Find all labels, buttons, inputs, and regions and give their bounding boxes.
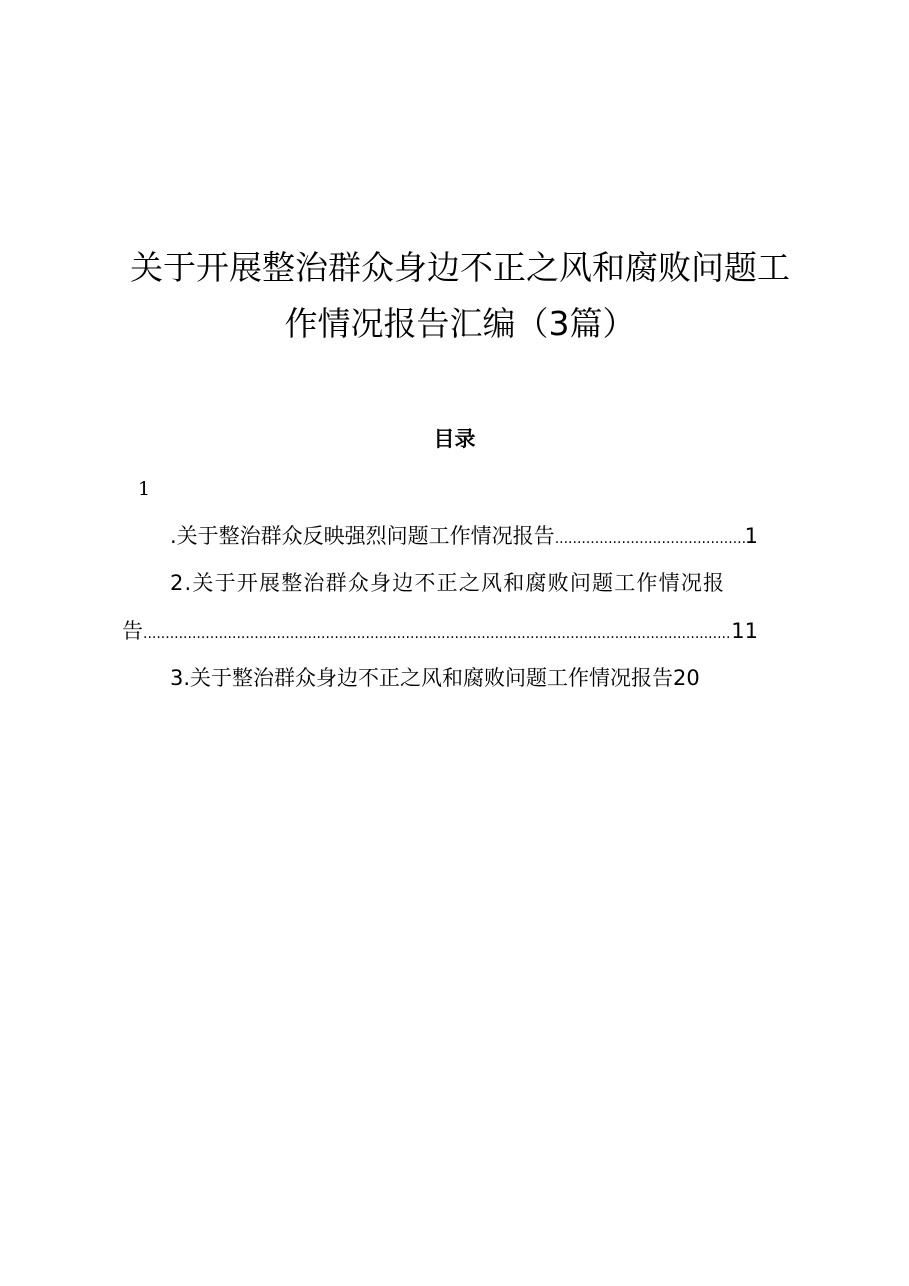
document-title-line-2: 作情况报告汇编（3篇） (284, 304, 636, 343)
toc-heading: 目录 (433, 426, 476, 451)
toc-entry-2-line-2[interactable] (122, 616, 758, 649)
toc-entry-3[interactable] (170, 663, 810, 693)
toc-entry-2-text-line-2: 告 (122, 619, 143, 643)
document-title-line-1: 关于开展整治群众身边不正之风和腐败问题工 (130, 248, 790, 287)
toc-entry-1-leader (555, 524, 745, 554)
toc-entry-1-page: 1 (744, 524, 758, 548)
toc-stray-number: 1 (138, 478, 151, 500)
toc-entry-2-text-line-1: 2.关于开展整治群众身边不正之风和腐败问题工作情况报 (170, 571, 726, 595)
toc-entry-1-text: .关于整治群众反映强烈问题工作情况报告 (170, 524, 555, 548)
toc-entry-3-page: 20 (673, 666, 700, 690)
toc-entry-2-page: 11 (731, 619, 758, 643)
toc-entry-1[interactable] (170, 521, 758, 554)
toc-entry-2-line-1[interactable] (170, 568, 800, 598)
toc-entry-3-text: 3.关于整治群众身边不正之风和腐败问题工作情况报告 (170, 666, 674, 690)
document-title (110, 240, 810, 352)
toc-entry-2-leader (143, 619, 731, 649)
